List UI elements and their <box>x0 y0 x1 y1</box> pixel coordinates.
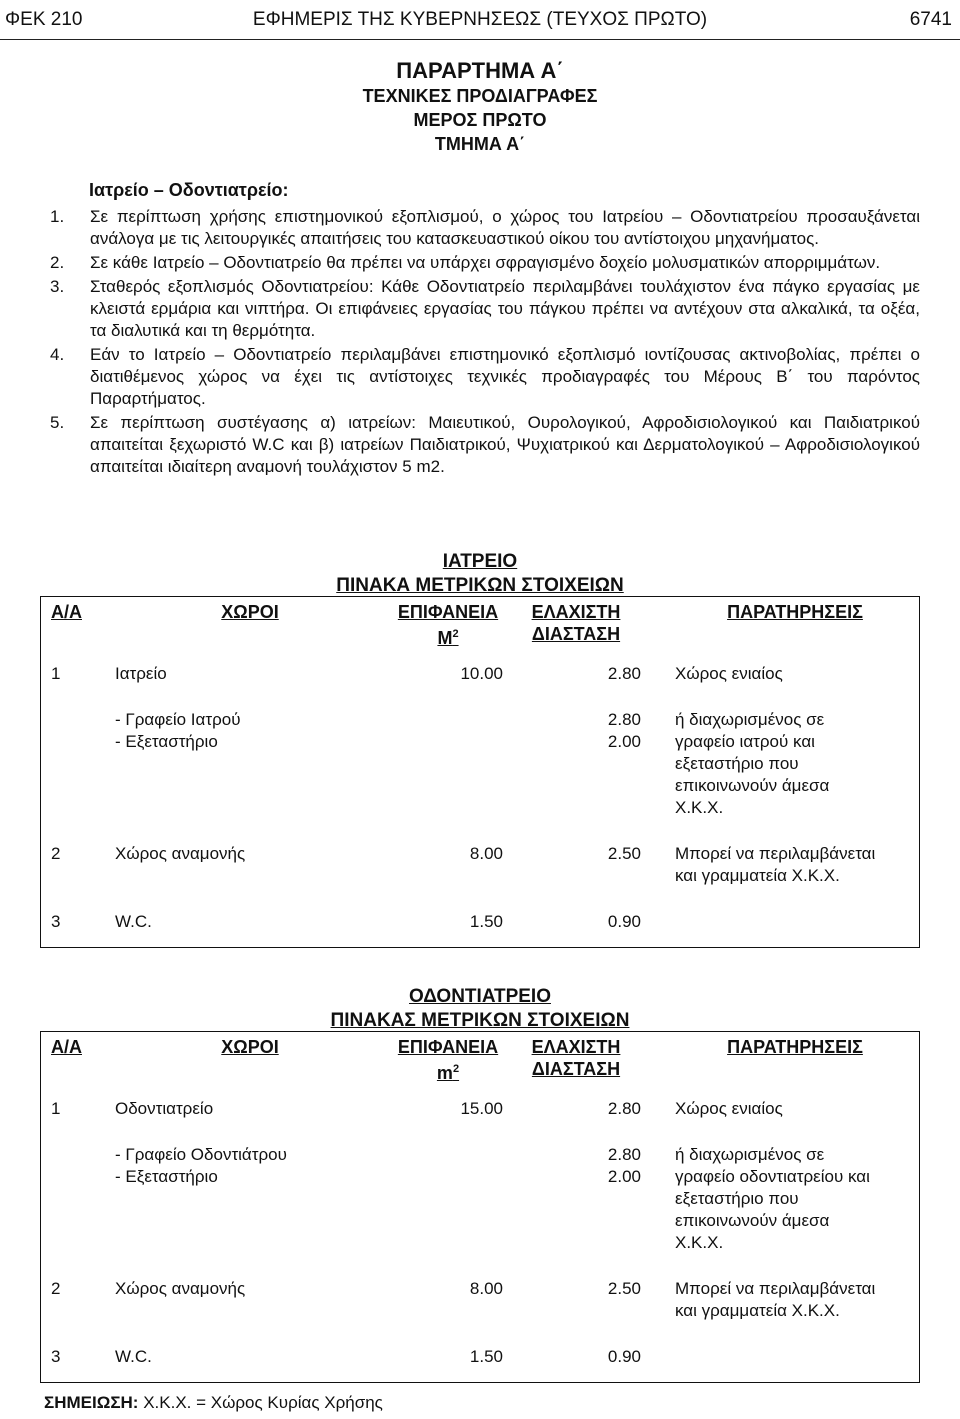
footnote-label: ΣΗΜΕΙΩΣΗ: <box>44 1393 139 1412</box>
row-space: W.C. <box>115 1347 152 1366</box>
col-aa: Α/Α <box>51 602 82 622</box>
col-spaces: ΧΩΡΟΙ <box>221 1037 279 1057</box>
col-notes: ΠΑΡΑΤΗΡΗΣΕΙΣ <box>727 602 863 622</box>
row-area: 10.00 <box>460 664 503 683</box>
row-area: 8.00 <box>469 844 503 863</box>
footnote <box>44 1393 383 1413</box>
row-area: 1.50 <box>469 912 503 931</box>
part-title: ΜΕΡΟΣ ΠΡΩΤΟ <box>413 110 547 130</box>
subheading: Ιατρείο – Οδοντιατρείο: <box>89 180 289 200</box>
row-note: ή διαχωρισμένος σε γραφείο οδοντιατρείου και εξεταστήριο που επικοινωνούν άμεσα Χ.Κ.Χ. <box>675 1145 870 1252</box>
row-dim: 2.80 <box>607 1099 641 1118</box>
row-dim: 2.80 2.00 <box>607 710 641 751</box>
row-aa: 1 <box>51 1099 61 1118</box>
col-aa: Α/Α <box>51 1037 82 1057</box>
col-min-dim: ΕΛΑΧΙΣΤΗ ΔΙΑΣΤΑΣΗ <box>531 1037 621 1079</box>
row-note: Χώρος ενιαίος <box>675 1099 783 1118</box>
numbered-list <box>50 206 920 480</box>
gazette-title: ΕΦΗΜΕΡΙΣ ΤΗΣ ΚΥΒΕΡΝΗΣΕΩΣ (ΤΕΥΧΟΣ ΠΡΩΤΟ) <box>252 9 708 30</box>
page-header <box>0 0 960 40</box>
table1-subtitle: ΠΙΝΑΚΑ ΜΕΤΡΙΚΩΝ ΣΤΟΙΧΕΙΩΝ <box>336 575 624 596</box>
row-dim: 2.50 <box>607 1279 641 1298</box>
list-item: 4. Εάν το Ιατρείο – Οδοντιατρείο περιλαμβάνει επιστημονικό εξοπλισμό ιοντίζουσας ακτινοβολίας, πρέπει ο διατιθέμενος χώρος να έχει τις αντίστοιχες τεχνικές προδιαγραφές του Μέρους Β΄ του παρόντος Παραρτήματος. <box>50 345 920 408</box>
col-min-dim: ΕΛΑΧΙΣΤΗ ΔΙΑΣΤΑΣΗ <box>531 602 621 644</box>
table-row <box>41 1098 920 1144</box>
col-area: ΕΠΙΦΑΝΕΙΑ $M^2$ <box>397 602 499 648</box>
annex-title: ΠΑΡΑΡΤΗΜΑ Α΄ <box>396 58 564 83</box>
table1-caption <box>0 550 960 598</box>
table-row <box>41 663 920 709</box>
list-item: 3. Σταθερός εξοπλισμός Οδοντιατρείου: Κάθε Οδοντιατρείο περιλαμβάνει τουλάχιστον ένα πάγκο εργασίας με κλειστά ερμάρια και νιπτήρα. Οι επιφάνειες εργασίας του πάγκου πρέπει να αντέχουν στα αλκαλικά, τα οξέα, τα διαλυτικά και τη θερμότητα. <box>50 277 920 340</box>
table-row <box>41 843 920 911</box>
row-space: Ιατρείο <box>115 664 167 683</box>
table-header-row <box>41 1032 920 1099</box>
row-aa <box>41 709 112 843</box>
row-space: Χώρος αναμονής <box>115 844 246 863</box>
row-aa: 2 <box>51 844 61 863</box>
table2 <box>40 1031 920 1383</box>
row-dim: 0.90 <box>607 912 641 931</box>
annex-subtitle: ΤΕΧΝΙΚΕΣ ΠΡΟΔΙΑΓΡΑΦΕΣ <box>362 86 598 106</box>
row-note: ή διαχωρισμένος σε γραφείο ιατρού και εξεταστήριο που επικοινωνούν άμεσα Χ.Κ.Χ. <box>675 710 830 817</box>
row-aa: 2 <box>51 1279 61 1298</box>
row-area <box>389 709 507 843</box>
gazette-issue: ΦΕΚ 210 <box>5 9 83 30</box>
table-row <box>41 1346 920 1383</box>
row-aa <box>41 1144 112 1278</box>
page-number: 6741 <box>909 9 952 30</box>
table-row <box>41 709 920 843</box>
row-note: Μπορεί να περιλαμβάνεται και γραμματεία Χ.Κ.Χ. <box>675 844 876 885</box>
table2-caption <box>0 985 960 1033</box>
table-row <box>41 1278 920 1346</box>
list-item: 5. Σε περίπτωση συστέγασης α) ιατρείων: Μαιευτικού, Ουρολογικού, Αφροδισιολογικού και Παιδιατρικού απαιτείται ξεχωριστό W.C και β) ιατρείων Παιδιατρικού, Ψυχιατρικού και Δερματολογικού – Αφροδισιολογικού απαιτείται ιδιαίτερη αναμονή τουλάχιστον 5 m2. <box>50 413 920 476</box>
row-area: 1.50 <box>469 1347 503 1366</box>
table-row <box>41 1144 920 1278</box>
row-aa: 1 <box>51 664 61 683</box>
row-dim: 2.80 2.00 <box>607 1145 641 1186</box>
row-area: 8.00 <box>469 1279 503 1298</box>
row-area <box>389 1144 507 1278</box>
table1 <box>40 596 920 948</box>
row-note <box>645 911 920 948</box>
footnote-text: Χ.Κ.Χ. = Χώρος Κυρίας Χρήσης <box>143 1393 383 1412</box>
row-space: Χώρος αναμονής <box>115 1279 246 1298</box>
row-space: W.C. <box>115 912 152 931</box>
col-area: ΕΠΙΦΑΝΕΙΑ $m^2$ <box>397 1037 499 1083</box>
list-item: 2. Σε κάθε Ιατρείο – Οδοντιατρείο θα πρέπει να υπάρχει σφραγισμένο δοχείο μολυσματικών απορριμμάτων. <box>50 253 881 272</box>
row-space: - Γραφείο Ιατρού - Εξεταστήριο <box>115 710 241 751</box>
table1-title: ΙΑΤΡΕΙΟ <box>442 551 518 572</box>
row-note <box>645 1346 920 1383</box>
row-dim: 2.50 <box>607 844 641 863</box>
table-header-row <box>41 597 920 664</box>
col-notes: ΠΑΡΑΤΗΡΗΣΕΙΣ <box>727 1037 863 1057</box>
table-row <box>41 911 920 948</box>
row-space: - Γραφείο Οδοντιάτρου - Εξεταστήριο <box>115 1145 287 1186</box>
col-spaces: ΧΩΡΟΙ <box>221 602 279 622</box>
row-dim: 2.80 <box>607 664 641 683</box>
row-note: Χώρος ενιαίος <box>675 664 783 683</box>
row-area: 15.00 <box>460 1099 503 1118</box>
table2-title: ΟΔΟΝΤΙΑΤΡΕΙΟ <box>409 986 551 1007</box>
row-space: Οδοντιατρείο <box>115 1099 214 1118</box>
annex-titles <box>0 58 960 156</box>
row-aa: 3 <box>51 912 61 931</box>
row-dim: 0.90 <box>607 1347 641 1366</box>
row-aa: 3 <box>51 1347 61 1366</box>
row-note: Μπορεί να περιλαμβάνεται και γραμματεία Χ.Κ.Χ. <box>675 1279 876 1320</box>
section-title: ΤΜΗΜΑ Α΄ <box>434 134 526 154</box>
list-item: 1. Σε περίπτωση χρήσης επιστημονικού εξοπλισμού, ο χώρος του Ιατρείου – Οδοντιατρείου προσαυξάνεται ανάλογα με τις λειτουργικές απαιτήσεις του κατασκευαστικού οίκου του αντίστοιχου μηχανήματος. <box>50 207 920 248</box>
table2-subtitle: ΠΙΝΑΚΑΣ ΜΕΤΡΙΚΩΝ ΣΤΟΙΧΕΙΩΝ <box>330 1010 630 1031</box>
header-rule <box>0 39 960 40</box>
